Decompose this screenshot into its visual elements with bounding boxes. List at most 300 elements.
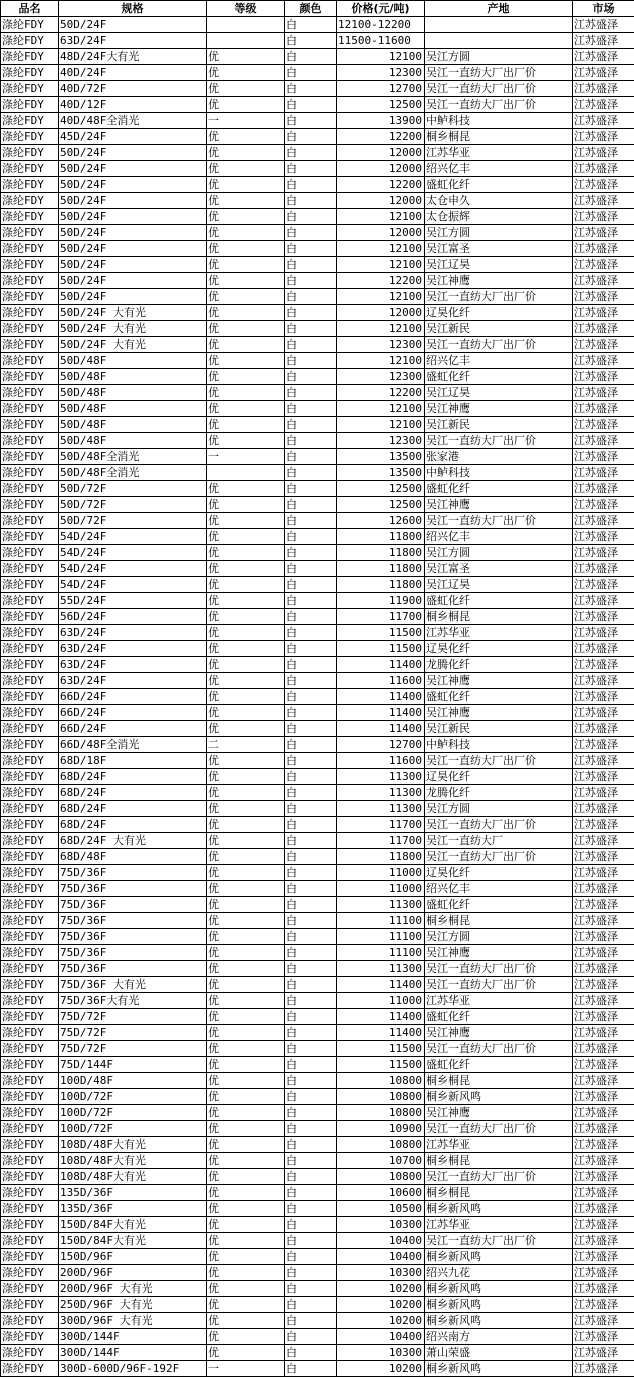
table-row <box>1 561 634 577</box>
cell-origin: 盛虹化纤 <box>425 177 573 193</box>
cell-grade: 二 <box>207 737 285 753</box>
cell-grade: 优 <box>207 49 285 65</box>
table-row <box>1 817 634 833</box>
table-row <box>1 1297 634 1313</box>
table-row <box>1 641 634 657</box>
cell-origin: 吴江神鹰 <box>425 497 573 513</box>
cell-color: 白 <box>285 1185 337 1201</box>
cell-market: 江苏盛泽 <box>573 737 634 753</box>
cell-grade: 优 <box>207 977 285 993</box>
cell-color: 白 <box>285 321 337 337</box>
cell-spec: 54D/24F <box>59 577 207 593</box>
cell-market: 江苏盛泽 <box>573 129 634 145</box>
cell-price: 10500 <box>337 1201 425 1217</box>
table-row <box>1 657 634 673</box>
cell-color: 白 <box>285 529 337 545</box>
cell-grade: 优 <box>207 273 285 289</box>
cell-grade: 优 <box>207 385 285 401</box>
table-row <box>1 673 634 689</box>
cell-product: 涤纶FDY <box>1 881 59 897</box>
cell-price: 11500-11600 <box>337 33 425 49</box>
cell-color: 白 <box>285 737 337 753</box>
cell-product: 涤纶FDY <box>1 1201 59 1217</box>
cell-spec: 50D/24F <box>59 241 207 257</box>
cell-product: 涤纶FDY <box>1 1169 59 1185</box>
cell-price: 13900 <box>337 113 425 129</box>
cell-grade: 优 <box>207 993 285 1009</box>
cell-color: 白 <box>285 1009 337 1025</box>
cell-price: 11800 <box>337 545 425 561</box>
cell-price: 11600 <box>337 753 425 769</box>
cell-price: 10300 <box>337 1265 425 1281</box>
cell-color: 白 <box>285 273 337 289</box>
cell-grade: 优 <box>207 1265 285 1281</box>
cell-market: 江苏盛泽 <box>573 721 634 737</box>
cell-product: 涤纶FDY <box>1 161 59 177</box>
table-row <box>1 577 634 593</box>
cell-price: 12000 <box>337 305 425 321</box>
cell-price: 11500 <box>337 1041 425 1057</box>
cell-grade: 优 <box>207 305 285 321</box>
cell-market: 江苏盛泽 <box>573 865 634 881</box>
table-row <box>1 513 634 529</box>
table-row <box>1 1041 634 1057</box>
cell-origin: 绍兴亿丰 <box>425 161 573 177</box>
cell-color: 白 <box>285 49 337 65</box>
cell-origin: 桐乡桐昆 <box>425 913 573 929</box>
cell-price: 11500 <box>337 1057 425 1073</box>
cell-origin: 中鲈科技 <box>425 737 573 753</box>
table-row <box>1 1329 634 1345</box>
cell-market: 江苏盛泽 <box>573 65 634 81</box>
cell-spec: 100D/72F <box>59 1121 207 1137</box>
cell-price: 12100-12200 <box>337 17 425 33</box>
cell-product: 涤纶FDY <box>1 801 59 817</box>
cell-origin: 吴江一直纺大厂出厂价 <box>425 65 573 81</box>
cell-spec: 54D/24F <box>59 561 207 577</box>
cell-grade: 优 <box>207 657 285 673</box>
cell-color: 白 <box>285 881 337 897</box>
cell-price: 11700 <box>337 609 425 625</box>
cell-color: 白 <box>285 417 337 433</box>
cell-market: 江苏盛泽 <box>573 785 634 801</box>
cell-spec: 50D/24F <box>59 273 207 289</box>
cell-grade: 优 <box>207 289 285 305</box>
cell-price: 11100 <box>337 913 425 929</box>
cell-spec: 75D/72F <box>59 1041 207 1057</box>
cell-product: 涤纶FDY <box>1 113 59 129</box>
cell-price: 11400 <box>337 657 425 673</box>
table-row <box>1 257 634 273</box>
cell-product: 涤纶FDY <box>1 289 59 305</box>
table-row <box>1 1313 634 1329</box>
cell-product: 涤纶FDY <box>1 401 59 417</box>
cell-origin: 江苏华亚 <box>425 1217 573 1233</box>
cell-market: 江苏盛泽 <box>573 193 634 209</box>
cell-spec: 75D/36F大有光 <box>59 993 207 1009</box>
table-row <box>1 129 634 145</box>
cell-price: 12700 <box>337 81 425 97</box>
cell-grade: 优 <box>207 1313 285 1329</box>
cell-price: 13500 <box>337 449 425 465</box>
cell-spec: 50D/48F <box>59 401 207 417</box>
cell-market: 江苏盛泽 <box>573 977 634 993</box>
cell-market: 江苏盛泽 <box>573 1329 634 1345</box>
cell-product: 涤纶FDY <box>1 657 59 673</box>
cell-product: 涤纶FDY <box>1 849 59 865</box>
cell-market: 江苏盛泽 <box>573 1297 634 1313</box>
cell-origin: 吴江一直纺大厂出厂价 <box>425 97 573 113</box>
header-grade: 等级 <box>207 1 285 17</box>
cell-origin: 吴江一直纺大厂出厂价 <box>425 753 573 769</box>
cell-color: 白 <box>285 145 337 161</box>
cell-market: 江苏盛泽 <box>573 1201 634 1217</box>
cell-origin: 吴江神鹰 <box>425 401 573 417</box>
cell-color: 白 <box>285 289 337 305</box>
cell-color: 白 <box>285 353 337 369</box>
cell-price: 10800 <box>337 1089 425 1105</box>
cell-market: 江苏盛泽 <box>573 657 634 673</box>
cell-color: 白 <box>285 337 337 353</box>
cell-product: 涤纶FDY <box>1 705 59 721</box>
table-row <box>1 705 634 721</box>
cell-origin: 桐乡新风鸣 <box>425 1201 573 1217</box>
cell-color: 白 <box>285 65 337 81</box>
cell-price: 11400 <box>337 721 425 737</box>
cell-market: 江苏盛泽 <box>573 609 634 625</box>
cell-product: 涤纶FDY <box>1 1233 59 1249</box>
table-row <box>1 1121 634 1137</box>
table-row <box>1 33 634 49</box>
table-row <box>1 241 634 257</box>
cell-grade: 优 <box>207 801 285 817</box>
cell-spec: 108D/48F大有光 <box>59 1153 207 1169</box>
cell-grade: 优 <box>207 1329 285 1345</box>
cell-market: 江苏盛泽 <box>573 433 634 449</box>
cell-spec: 63D/24F <box>59 33 207 49</box>
cell-market: 江苏盛泽 <box>573 209 634 225</box>
cell-product: 涤纶FDY <box>1 1361 59 1377</box>
cell-price: 10400 <box>337 1249 425 1265</box>
cell-spec: 50D/48F <box>59 433 207 449</box>
cell-price: 12300 <box>337 369 425 385</box>
cell-price: 11800 <box>337 577 425 593</box>
cell-spec: 66D/24F <box>59 689 207 705</box>
cell-grade: 优 <box>207 129 285 145</box>
cell-spec: 150D/84F大有光 <box>59 1233 207 1249</box>
cell-market: 江苏盛泽 <box>573 1217 634 1233</box>
cell-grade: 一 <box>207 449 285 465</box>
cell-market: 江苏盛泽 <box>573 561 634 577</box>
cell-spec: 300D/144F <box>59 1345 207 1361</box>
table-row <box>1 1185 634 1201</box>
cell-spec: 150D/96F <box>59 1249 207 1265</box>
cell-origin: 绍兴九花 <box>425 1265 573 1281</box>
table-row <box>1 1217 634 1233</box>
cell-product: 涤纶FDY <box>1 353 59 369</box>
cell-color: 白 <box>285 897 337 913</box>
cell-price: 11300 <box>337 961 425 977</box>
cell-grade: 优 <box>207 1121 285 1137</box>
cell-color: 白 <box>285 785 337 801</box>
cell-origin: 桐乡桐昆 <box>425 1153 573 1169</box>
cell-product: 涤纶FDY <box>1 145 59 161</box>
table-row <box>1 289 634 305</box>
table-row <box>1 881 634 897</box>
cell-grade: 优 <box>207 641 285 657</box>
cell-spec: 54D/24F <box>59 545 207 561</box>
table-row <box>1 593 634 609</box>
cell-grade: 优 <box>207 545 285 561</box>
cell-spec: 50D/24F 大有光 <box>59 305 207 321</box>
table-row <box>1 753 634 769</box>
cell-market: 江苏盛泽 <box>573 1137 634 1153</box>
table-row <box>1 465 634 481</box>
cell-color: 白 <box>285 849 337 865</box>
cell-product: 涤纶FDY <box>1 1185 59 1201</box>
cell-color: 白 <box>285 977 337 993</box>
cell-grade: 优 <box>207 97 285 113</box>
cell-product: 涤纶FDY <box>1 609 59 625</box>
cell-price: 12100 <box>337 417 425 433</box>
cell-color: 白 <box>285 1313 337 1329</box>
cell-product: 涤纶FDY <box>1 417 59 433</box>
cell-origin: 吴江一直纺大厂出厂价 <box>425 513 573 529</box>
cell-origin: 吴江一直纺大厂出厂价 <box>425 817 573 833</box>
cell-grade <box>207 465 285 481</box>
table-row <box>1 1169 634 1185</box>
cell-price: 12600 <box>337 513 425 529</box>
cell-market: 江苏盛泽 <box>573 913 634 929</box>
cell-grade: 优 <box>207 833 285 849</box>
cell-grade <box>207 33 285 49</box>
cell-product: 涤纶FDY <box>1 1297 59 1313</box>
cell-market: 江苏盛泽 <box>573 817 634 833</box>
cell-market: 江苏盛泽 <box>573 401 634 417</box>
cell-product: 涤纶FDY <box>1 1153 59 1169</box>
cell-spec: 45D/24F <box>59 129 207 145</box>
cell-market: 江苏盛泽 <box>573 625 634 641</box>
cell-origin: 绍兴亿丰 <box>425 529 573 545</box>
cell-grade: 优 <box>207 705 285 721</box>
cell-origin <box>425 17 573 33</box>
table-row <box>1 1137 634 1153</box>
cell-market: 江苏盛泽 <box>573 641 634 657</box>
cell-grade: 优 <box>207 721 285 737</box>
cell-price: 11000 <box>337 881 425 897</box>
cell-origin: 桐乡桐昆 <box>425 609 573 625</box>
cell-grade: 优 <box>207 1297 285 1313</box>
cell-product: 涤纶FDY <box>1 689 59 705</box>
cell-price: 11600 <box>337 673 425 689</box>
cell-spec: 300D-600D/96F-192F <box>59 1361 207 1377</box>
cell-grade: 优 <box>207 481 285 497</box>
header-origin: 产地 <box>425 1 573 17</box>
cell-spec: 50D/48F <box>59 353 207 369</box>
table-row <box>1 353 634 369</box>
cell-origin: 吴江一直纺大厂出厂价 <box>425 81 573 97</box>
cell-color: 白 <box>285 705 337 721</box>
cell-origin: 太仓振辉 <box>425 209 573 225</box>
cell-market: 江苏盛泽 <box>573 481 634 497</box>
cell-spec: 75D/36F <box>59 913 207 929</box>
cell-price: 11800 <box>337 529 425 545</box>
cell-color: 白 <box>285 1121 337 1137</box>
cell-origin: 盛虹化纤 <box>425 369 573 385</box>
cell-grade: 优 <box>207 1025 285 1041</box>
table-row <box>1 961 634 977</box>
table-row <box>1 193 634 209</box>
cell-color: 白 <box>285 1153 337 1169</box>
cell-origin: 吴江一直纺大厂 <box>425 833 573 849</box>
cell-grade: 优 <box>207 945 285 961</box>
table-row <box>1 1089 634 1105</box>
cell-spec: 50D/24F <box>59 161 207 177</box>
cell-spec: 66D/24F <box>59 721 207 737</box>
cell-spec: 50D/72F <box>59 481 207 497</box>
cell-price: 12000 <box>337 145 425 161</box>
cell-color: 白 <box>285 1041 337 1057</box>
cell-spec: 50D/48F <box>59 385 207 401</box>
cell-color: 白 <box>285 465 337 481</box>
cell-market: 江苏盛泽 <box>573 369 634 385</box>
cell-color: 白 <box>285 1249 337 1265</box>
cell-origin: 吴江一直纺大厂出厂价 <box>425 849 573 865</box>
cell-market: 江苏盛泽 <box>573 1121 634 1137</box>
cell-price: 10800 <box>337 1137 425 1153</box>
cell-price: 11900 <box>337 593 425 609</box>
cell-product: 涤纶FDY <box>1 961 59 977</box>
cell-price: 12100 <box>337 241 425 257</box>
cell-spec: 50D/24F <box>59 193 207 209</box>
cell-product: 涤纶FDY <box>1 1073 59 1089</box>
table-row <box>1 993 634 1009</box>
table-body <box>1 17 634 1377</box>
cell-spec: 75D/36F <box>59 881 207 897</box>
cell-price: 12200 <box>337 273 425 289</box>
cell-product: 涤纶FDY <box>1 17 59 33</box>
cell-market: 江苏盛泽 <box>573 513 634 529</box>
table-row <box>1 897 634 913</box>
cell-color: 白 <box>285 625 337 641</box>
cell-color: 白 <box>285 1281 337 1297</box>
cell-origin: 吴江神鹰 <box>425 1105 573 1121</box>
cell-product: 涤纶FDY <box>1 737 59 753</box>
cell-market: 江苏盛泽 <box>573 753 634 769</box>
cell-price: 12300 <box>337 337 425 353</box>
cell-market: 江苏盛泽 <box>573 1057 634 1073</box>
table-row <box>1 81 634 97</box>
cell-market: 江苏盛泽 <box>573 1233 634 1249</box>
cell-product: 涤纶FDY <box>1 481 59 497</box>
table-row <box>1 609 634 625</box>
cell-price: 10600 <box>337 1185 425 1201</box>
cell-market: 江苏盛泽 <box>573 529 634 545</box>
cell-color: 白 <box>285 641 337 657</box>
cell-origin: 桐乡新风鸣 <box>425 1361 573 1377</box>
cell-price: 11700 <box>337 817 425 833</box>
cell-origin: 吴江一直纺大厂出厂价 <box>425 961 573 977</box>
cell-grade: 优 <box>207 1201 285 1217</box>
table-row <box>1 177 634 193</box>
cell-price: 12000 <box>337 225 425 241</box>
cell-grade: 优 <box>207 65 285 81</box>
cell-spec: 75D/144F <box>59 1057 207 1073</box>
cell-grade: 优 <box>207 961 285 977</box>
table-row <box>1 449 634 465</box>
cell-origin: 吴江一直纺大厂出厂价 <box>425 1121 573 1137</box>
cell-grade: 优 <box>207 321 285 337</box>
cell-product: 涤纶FDY <box>1 753 59 769</box>
cell-grade: 优 <box>207 1169 285 1185</box>
table-row <box>1 945 634 961</box>
cell-price: 12300 <box>337 433 425 449</box>
cell-market: 江苏盛泽 <box>573 353 634 369</box>
cell-color: 白 <box>285 33 337 49</box>
cell-market: 江苏盛泽 <box>573 161 634 177</box>
cell-color: 白 <box>285 449 337 465</box>
cell-spec: 75D/36F <box>59 945 207 961</box>
cell-product: 涤纶FDY <box>1 545 59 561</box>
table-row <box>1 801 634 817</box>
cell-market: 江苏盛泽 <box>573 273 634 289</box>
cell-origin: 桐乡桐昆 <box>425 129 573 145</box>
table-row <box>1 977 634 993</box>
cell-price: 10300 <box>337 1345 425 1361</box>
cell-color: 白 <box>285 433 337 449</box>
cell-market: 江苏盛泽 <box>573 1073 634 1089</box>
cell-grade: 优 <box>207 513 285 529</box>
cell-color: 白 <box>285 945 337 961</box>
cell-market: 江苏盛泽 <box>573 449 634 465</box>
cell-spec: 68D/24F <box>59 817 207 833</box>
cell-price: 10300 <box>337 1217 425 1233</box>
cell-origin: 张家港 <box>425 449 573 465</box>
cell-price: 12700 <box>337 737 425 753</box>
cell-market: 江苏盛泽 <box>573 257 634 273</box>
cell-price: 10400 <box>337 1233 425 1249</box>
cell-grade: 优 <box>207 1105 285 1121</box>
cell-product: 涤纶FDY <box>1 1121 59 1137</box>
cell-price: 12100 <box>337 289 425 305</box>
cell-origin: 绍兴南方 <box>425 1329 573 1345</box>
cell-product: 涤纶FDY <box>1 1089 59 1105</box>
cell-market: 江苏盛泽 <box>573 577 634 593</box>
cell-market: 江苏盛泽 <box>573 673 634 689</box>
cell-spec: 200D/96F 大有光 <box>59 1281 207 1297</box>
table-row <box>1 625 634 641</box>
cell-product: 涤纶FDY <box>1 1041 59 1057</box>
table-row <box>1 1265 634 1281</box>
cell-color: 白 <box>285 1297 337 1313</box>
cell-product: 涤纶FDY <box>1 1345 59 1361</box>
cell-price: 11400 <box>337 977 425 993</box>
cell-price: 12200 <box>337 385 425 401</box>
cell-origin: 吴江一直纺大厂出厂价 <box>425 977 573 993</box>
cell-price: 10200 <box>337 1313 425 1329</box>
cell-spec: 40D/12F <box>59 97 207 113</box>
cell-color: 白 <box>285 753 337 769</box>
cell-price: 11400 <box>337 1025 425 1041</box>
cell-origin: 盛虹化纤 <box>425 1009 573 1025</box>
cell-grade: 优 <box>207 497 285 513</box>
table-row <box>1 273 634 289</box>
cell-spec: 50D/48F <box>59 369 207 385</box>
cell-origin: 江苏华亚 <box>425 145 573 161</box>
cell-product: 涤纶FDY <box>1 817 59 833</box>
cell-market: 江苏盛泽 <box>573 337 634 353</box>
cell-color: 白 <box>285 657 337 673</box>
